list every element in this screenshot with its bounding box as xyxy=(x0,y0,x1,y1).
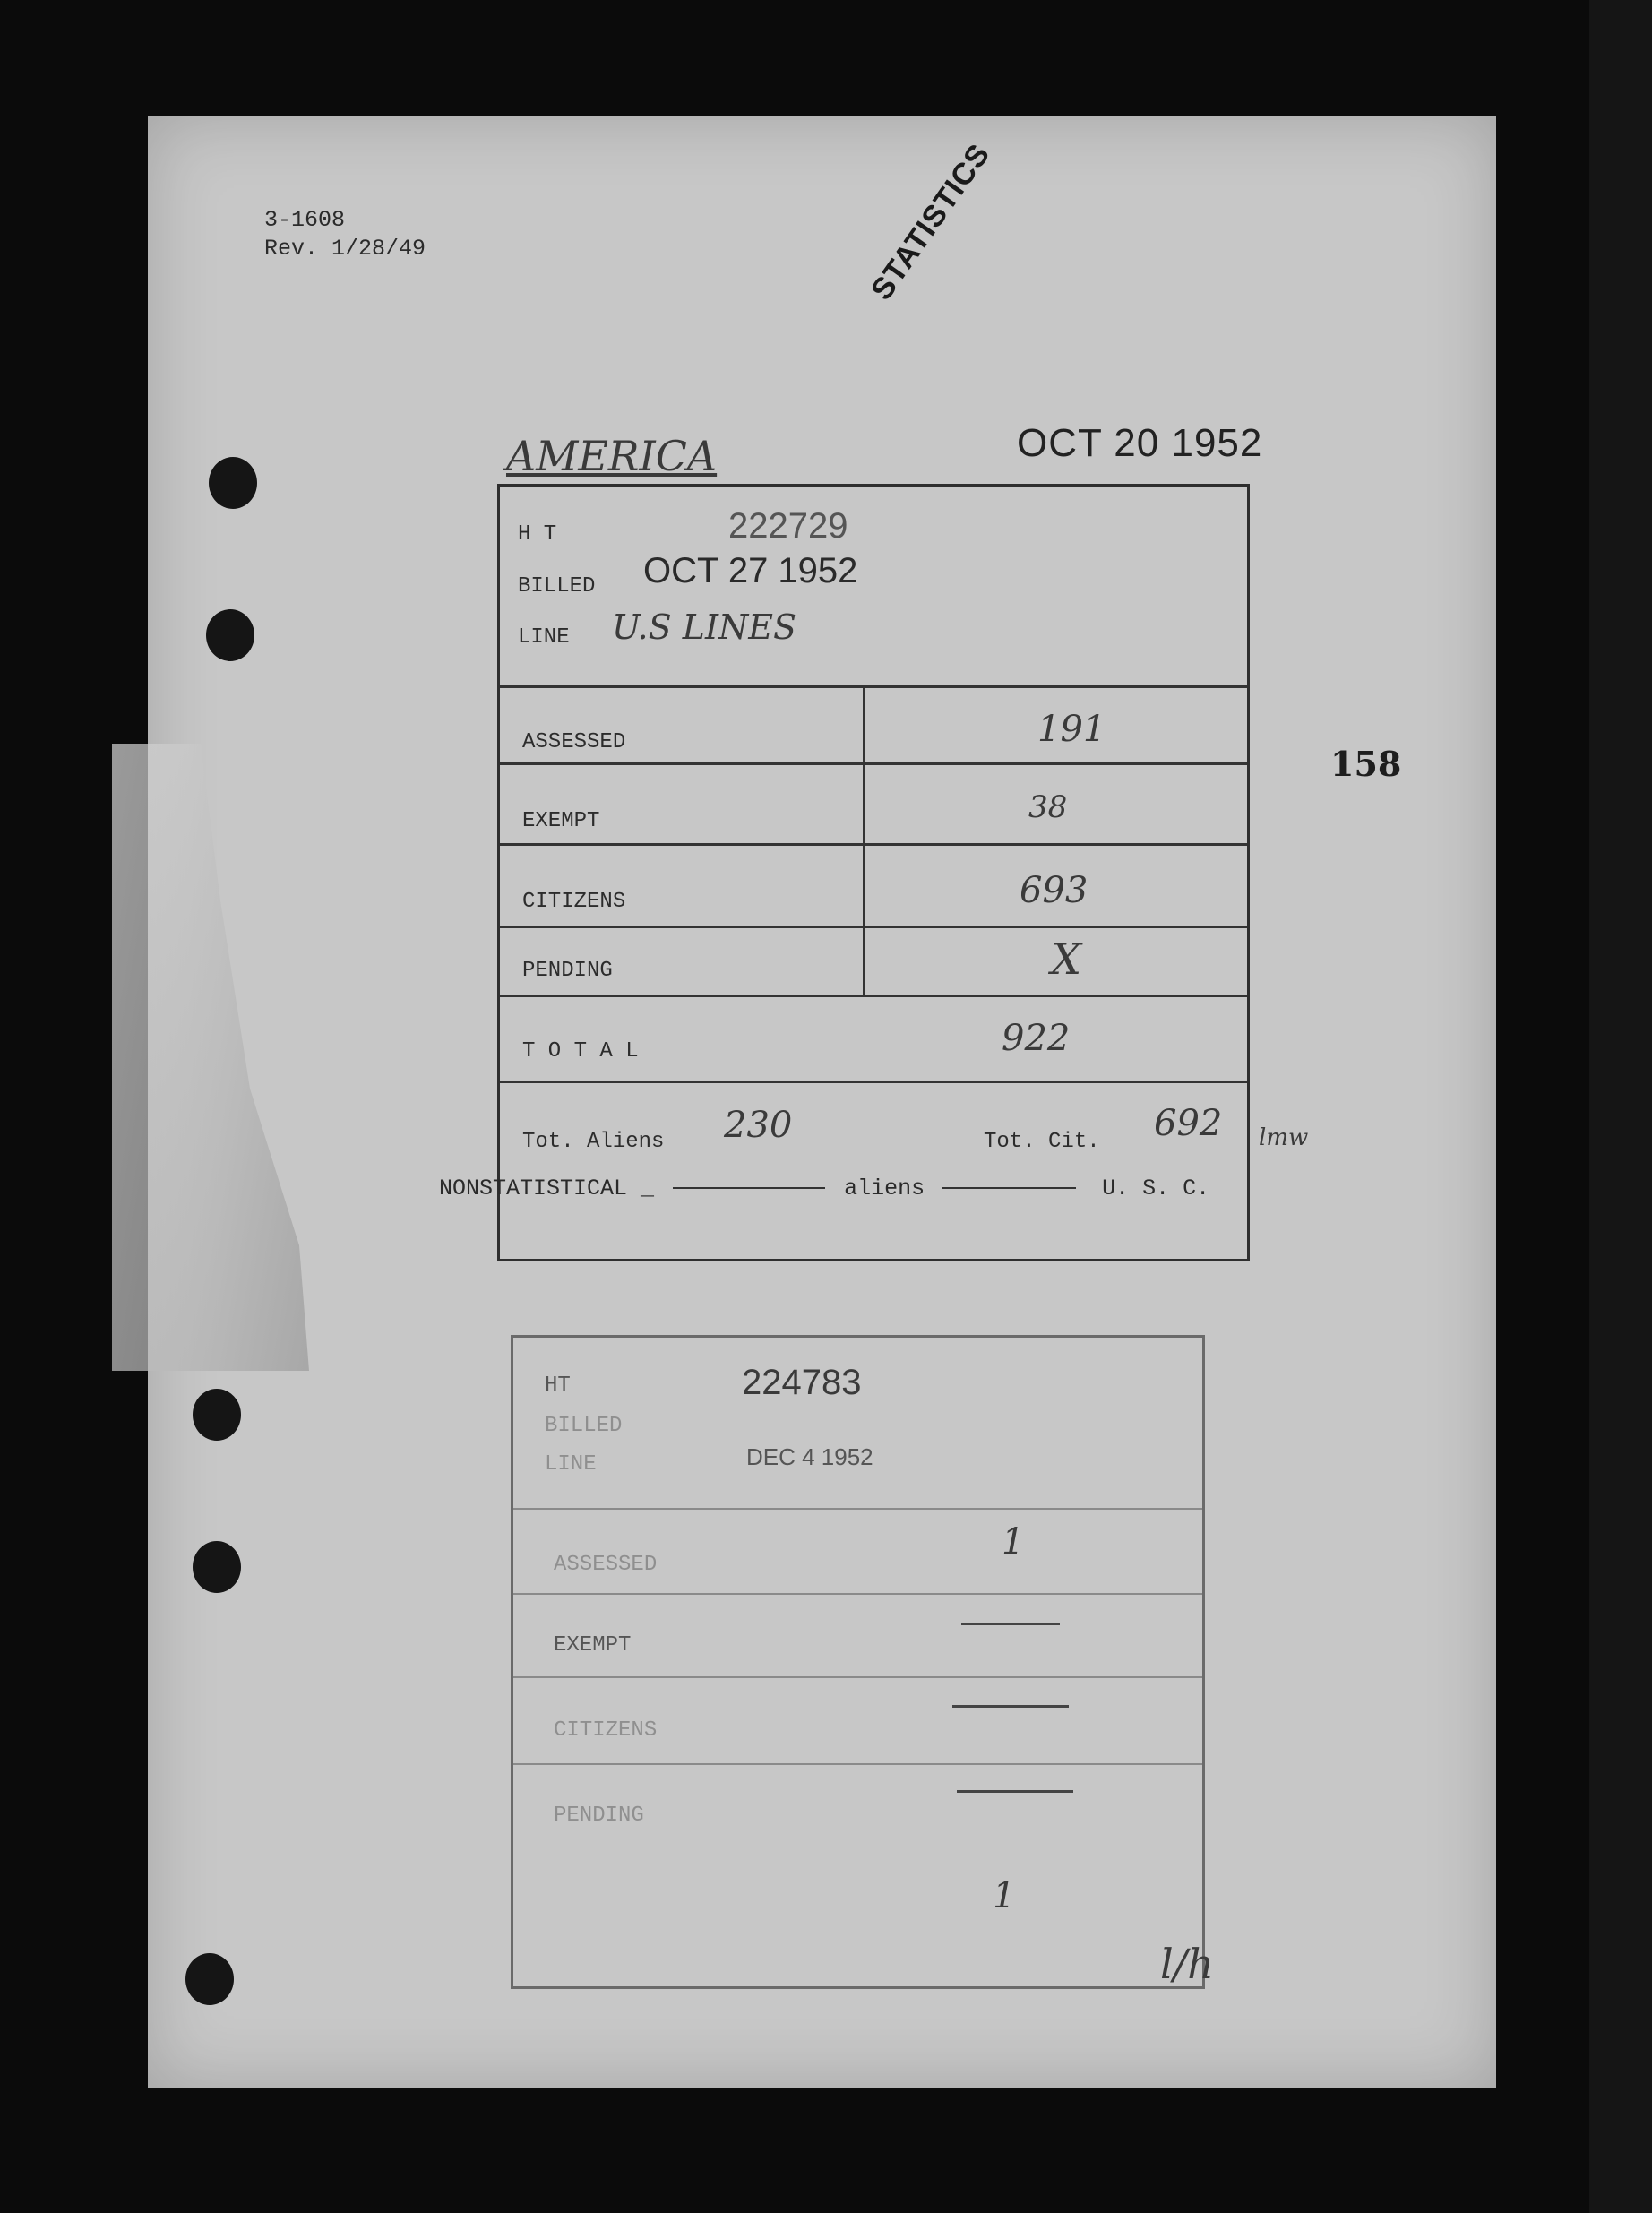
citizens-label-2: CITIZENS xyxy=(554,1718,658,1743)
dash-line xyxy=(942,1187,1076,1189)
citizens-label: CITIZENS xyxy=(522,890,626,914)
form-number xyxy=(264,206,426,263)
exempt-label-2: EXEMPT xyxy=(554,1633,632,1658)
record-form-2 xyxy=(511,1335,1205,1989)
tot-aliens-label: Tot. Aliens xyxy=(522,1130,665,1154)
row-divider xyxy=(500,995,1247,997)
tot-aliens-value: 230 xyxy=(724,1105,793,1146)
assessed-label-2: ASSESSED xyxy=(554,1553,658,1577)
dash-mark xyxy=(952,1705,1069,1708)
ht-label-2: HT xyxy=(545,1373,571,1398)
row-divider xyxy=(500,843,1247,846)
usc-label: U. S. C. xyxy=(1102,1175,1210,1201)
nonstatistical-label: NONSTATISTICAL _ xyxy=(439,1175,655,1201)
row-divider xyxy=(513,1593,1202,1595)
exempt-value: 38 xyxy=(1028,789,1068,825)
row-divider xyxy=(513,1676,1202,1678)
total-value-2: 1 xyxy=(993,1875,1016,1916)
assessed-value-2: 1 xyxy=(1002,1521,1025,1563)
line-label: LINE xyxy=(518,625,570,650)
punch-hole-3 xyxy=(193,1389,241,1441)
document-page xyxy=(148,116,1496,2088)
form-revision: Rev. 1/28/49 xyxy=(264,236,426,262)
exempt-label: EXEMPT xyxy=(522,809,600,833)
pending-label: PENDING xyxy=(522,959,613,983)
row-divider xyxy=(500,926,1247,928)
total-value: 922 xyxy=(1002,1018,1071,1059)
row-divider xyxy=(500,762,1247,765)
dash-line xyxy=(673,1187,825,1189)
divider xyxy=(513,1508,1202,1510)
billed-date: OCT 27 1952 xyxy=(643,551,858,590)
date-value-2: DEC 4 1952 xyxy=(746,1443,873,1470)
divider xyxy=(500,685,1247,688)
initials-lmw: lmw xyxy=(1259,1124,1309,1151)
date-stamp: OCT 20 1952 xyxy=(1017,421,1263,465)
vessel-name-handwritten: AMERICA xyxy=(506,432,718,480)
pending-value: X xyxy=(1051,934,1082,985)
billed-label-2: BILLED xyxy=(545,1414,623,1438)
billed-label: BILLED xyxy=(518,574,596,598)
statistics-stamp: STATISTICS xyxy=(865,137,997,306)
page-number: 158 xyxy=(1330,744,1402,784)
record-form-1 xyxy=(497,484,1250,1261)
aliens-label: aliens xyxy=(844,1175,925,1201)
punch-hole-5 xyxy=(185,1953,234,2005)
total-label: T O T A L xyxy=(522,1039,639,1063)
line-label-2: LINE xyxy=(545,1452,597,1477)
tot-cit-value: 692 xyxy=(1154,1103,1223,1144)
punch-hole-4 xyxy=(193,1541,241,1593)
row-divider xyxy=(513,1763,1202,1765)
assessed-label: ASSESSED xyxy=(522,730,626,754)
line-value-handwritten: U.S LINES xyxy=(612,607,796,647)
initials-lh: l/h xyxy=(1160,1940,1214,1988)
torn-corner xyxy=(112,744,309,1371)
column-divider xyxy=(863,685,865,996)
ht-value: 222729 xyxy=(728,506,848,546)
nonstatistical-line xyxy=(439,1175,1209,1201)
assessed-value: 191 xyxy=(1037,709,1106,750)
punch-hole-2 xyxy=(206,609,254,661)
ht-label: H T xyxy=(518,522,557,547)
form-code: 3-1608 xyxy=(264,207,346,233)
row-divider xyxy=(500,1081,1247,1083)
tot-cit-label: Tot. Cit. xyxy=(984,1130,1100,1154)
citizens-value: 693 xyxy=(1020,870,1088,911)
film-frame-edge xyxy=(1589,0,1652,2213)
ht-value-2: 224783 xyxy=(742,1363,862,1402)
pending-label-2: PENDING xyxy=(554,1804,644,1828)
punch-hole-1 xyxy=(209,457,257,509)
dash-mark xyxy=(957,1790,1073,1793)
dash-mark xyxy=(961,1623,1060,1625)
